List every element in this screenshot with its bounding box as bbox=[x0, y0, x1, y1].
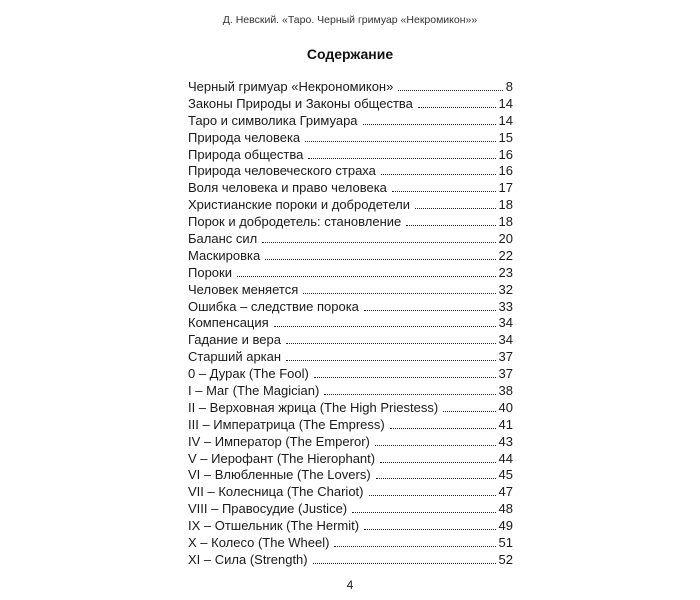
toc-entry[interactable] bbox=[188, 265, 513, 282]
dot-leader bbox=[334, 546, 495, 547]
toc-entry-label: III – Императрица (The Empress) bbox=[188, 416, 385, 432]
toc-entry[interactable] bbox=[188, 79, 513, 96]
toc-entry[interactable] bbox=[188, 400, 513, 417]
toc-entry-page: 48 bbox=[498, 501, 513, 517]
dot-leader bbox=[375, 445, 496, 446]
toc-entry[interactable] bbox=[188, 434, 513, 451]
dot-leader bbox=[376, 478, 496, 479]
dot-leader bbox=[313, 563, 496, 564]
dot-leader bbox=[443, 411, 495, 412]
dot-leader bbox=[305, 141, 495, 142]
toc-entry[interactable] bbox=[188, 467, 513, 484]
toc-entry-page: 37 bbox=[498, 349, 513, 365]
toc-entry[interactable] bbox=[188, 197, 513, 214]
dot-leader bbox=[237, 276, 496, 277]
toc-entry-page: 43 bbox=[498, 433, 513, 449]
toc-entry-page: 41 bbox=[498, 416, 513, 432]
toc-entry-label: Черный гримуар «Некрономикон» bbox=[188, 79, 394, 94]
toc-entry[interactable] bbox=[188, 332, 513, 349]
toc-entry-label: Природа человеческого страха bbox=[188, 163, 376, 179]
toc-entry[interactable] bbox=[188, 299, 513, 316]
toc-entry[interactable] bbox=[188, 113, 513, 130]
dot-leader bbox=[274, 326, 496, 327]
toc-entry-page: 20 bbox=[498, 231, 513, 247]
toc-entry-label: VI – Влюбленные (The Lovers) bbox=[188, 467, 371, 483]
dot-leader bbox=[363, 124, 496, 125]
toc-entry-page: 33 bbox=[498, 298, 513, 314]
toc-entry-page: 44 bbox=[498, 450, 513, 466]
page-number: 4 bbox=[346, 578, 354, 592]
dot-leader bbox=[303, 293, 495, 294]
toc-entry-page: 8 bbox=[505, 79, 513, 94]
toc-entry[interactable] bbox=[188, 214, 513, 231]
toc-entry[interactable] bbox=[188, 147, 513, 164]
toc-entry-page: 18 bbox=[498, 214, 513, 230]
toc-entry[interactable] bbox=[188, 383, 513, 400]
dot-leader bbox=[265, 259, 495, 260]
toc-entry-label: Воля человека и право человека bbox=[188, 180, 387, 196]
toc-entry-page: 22 bbox=[498, 247, 513, 263]
toc-entry-page: 34 bbox=[498, 332, 513, 348]
toc-entry-page: 34 bbox=[498, 315, 513, 331]
toc-entry[interactable] bbox=[188, 163, 513, 180]
toc-entry-page: 38 bbox=[498, 383, 513, 399]
toc-entry[interactable] bbox=[188, 180, 513, 197]
toc-entry-label: XI – Сила (Strength) bbox=[188, 551, 308, 567]
toc-entry[interactable] bbox=[188, 417, 513, 434]
dot-leader bbox=[352, 512, 495, 513]
toc-entry-label: I – Маг (The Magician) bbox=[188, 383, 320, 399]
toc-entry[interactable] bbox=[188, 248, 513, 265]
toc-entry-label: Ошибка – следствие порока bbox=[188, 298, 359, 314]
dot-leader bbox=[262, 242, 495, 243]
dot-leader bbox=[398, 90, 502, 91]
toc-entry-page: 49 bbox=[498, 518, 513, 534]
dot-leader bbox=[390, 428, 496, 429]
dot-leader bbox=[418, 107, 496, 108]
toc-entry-label: VII – Колесница (The Chariot) bbox=[188, 484, 364, 500]
running-header: Д. Невский. «Таро. Черный гримуар «Некромикон»» bbox=[222, 14, 478, 26]
toc-entry-label: Пороки bbox=[188, 264, 232, 280]
toc-entry[interactable] bbox=[188, 231, 513, 248]
toc-entry-label: Баланс сил bbox=[188, 231, 258, 247]
toc-entry-page: 18 bbox=[498, 197, 513, 213]
toc-entry-page: 45 bbox=[498, 467, 513, 483]
toc-entry[interactable] bbox=[188, 552, 513, 569]
toc-entry-page: 17 bbox=[498, 180, 513, 196]
dot-leader bbox=[369, 495, 496, 496]
toc-entry-page: 32 bbox=[498, 281, 513, 297]
toc-entry-page: 16 bbox=[498, 146, 513, 162]
toc-title: Содержание bbox=[306, 46, 394, 62]
toc-entry[interactable] bbox=[188, 315, 513, 332]
toc-entry-label: Гадание и вера bbox=[188, 332, 281, 348]
toc-entry-label: IV – Император (The Emperor) bbox=[188, 433, 370, 449]
toc-entry[interactable] bbox=[188, 451, 513, 468]
toc-entry[interactable] bbox=[188, 96, 513, 113]
toc-entry-page: 52 bbox=[498, 551, 513, 567]
toc-entry[interactable] bbox=[188, 349, 513, 366]
toc-entry-label: Старший аркан bbox=[188, 349, 282, 365]
dot-leader bbox=[364, 529, 495, 530]
dot-leader bbox=[324, 394, 495, 395]
toc-entry[interactable] bbox=[188, 366, 513, 383]
toc-entry-page: 14 bbox=[498, 112, 513, 128]
toc-entry-page: 15 bbox=[498, 129, 513, 145]
toc-entry[interactable] bbox=[188, 484, 513, 501]
toc-list bbox=[188, 79, 513, 569]
toc-entry-label: Христианские пороки и добродетели bbox=[188, 197, 411, 213]
toc-entry-label: Компенсация bbox=[188, 315, 269, 331]
toc-entry[interactable] bbox=[188, 130, 513, 147]
dot-leader bbox=[286, 360, 495, 361]
toc-entry-label: VIII – Правосудие (Justice) bbox=[188, 501, 348, 517]
toc-entry-label: Природа общества bbox=[188, 146, 304, 162]
toc-entry-page: 14 bbox=[498, 95, 513, 111]
toc-entry-page: 47 bbox=[498, 484, 513, 500]
toc-entry-page: 40 bbox=[498, 399, 513, 415]
toc-entry-label: Законы Природы и Законы общества bbox=[188, 95, 413, 111]
dot-leader bbox=[364, 310, 496, 311]
dot-leader bbox=[415, 208, 496, 209]
toc-entry[interactable] bbox=[188, 518, 513, 535]
toc-entry-page: 51 bbox=[498, 535, 513, 551]
toc-entry-label: Природа человека bbox=[188, 129, 301, 145]
dot-leader bbox=[406, 225, 495, 226]
dot-leader bbox=[314, 377, 496, 378]
dot-leader bbox=[308, 158, 495, 159]
toc-entry-label: II – Верховная жрица (The High Priestess) bbox=[188, 399, 439, 415]
toc-entry[interactable] bbox=[188, 501, 513, 518]
toc-entry-label: X – Колесо (The Wheel) bbox=[188, 535, 330, 551]
dot-leader bbox=[381, 174, 496, 175]
toc-entry-label: Маскировка bbox=[188, 247, 261, 263]
dot-leader bbox=[380, 462, 495, 463]
toc-entry[interactable] bbox=[188, 282, 513, 299]
dot-leader bbox=[392, 191, 496, 192]
toc-entry-page: 37 bbox=[498, 366, 513, 382]
toc-entry-label: 0 – Дурак (The Fool) bbox=[188, 366, 309, 382]
toc-entry-page: 16 bbox=[498, 163, 513, 179]
toc-entry-label: Порок и добродетель: становление bbox=[188, 214, 402, 230]
toc-entry-label: Таро и символика Гримуара bbox=[188, 112, 358, 128]
dot-leader bbox=[286, 343, 496, 344]
toc-entry[interactable] bbox=[188, 535, 513, 552]
toc-entry-label: Человек меняется bbox=[188, 281, 299, 297]
toc-entry-page: 23 bbox=[498, 264, 513, 280]
toc-entry-label: IX – Отшельник (The Hermit) bbox=[188, 518, 360, 534]
toc-entry-label: V – Иерофант (The Hierophant) bbox=[188, 450, 376, 466]
